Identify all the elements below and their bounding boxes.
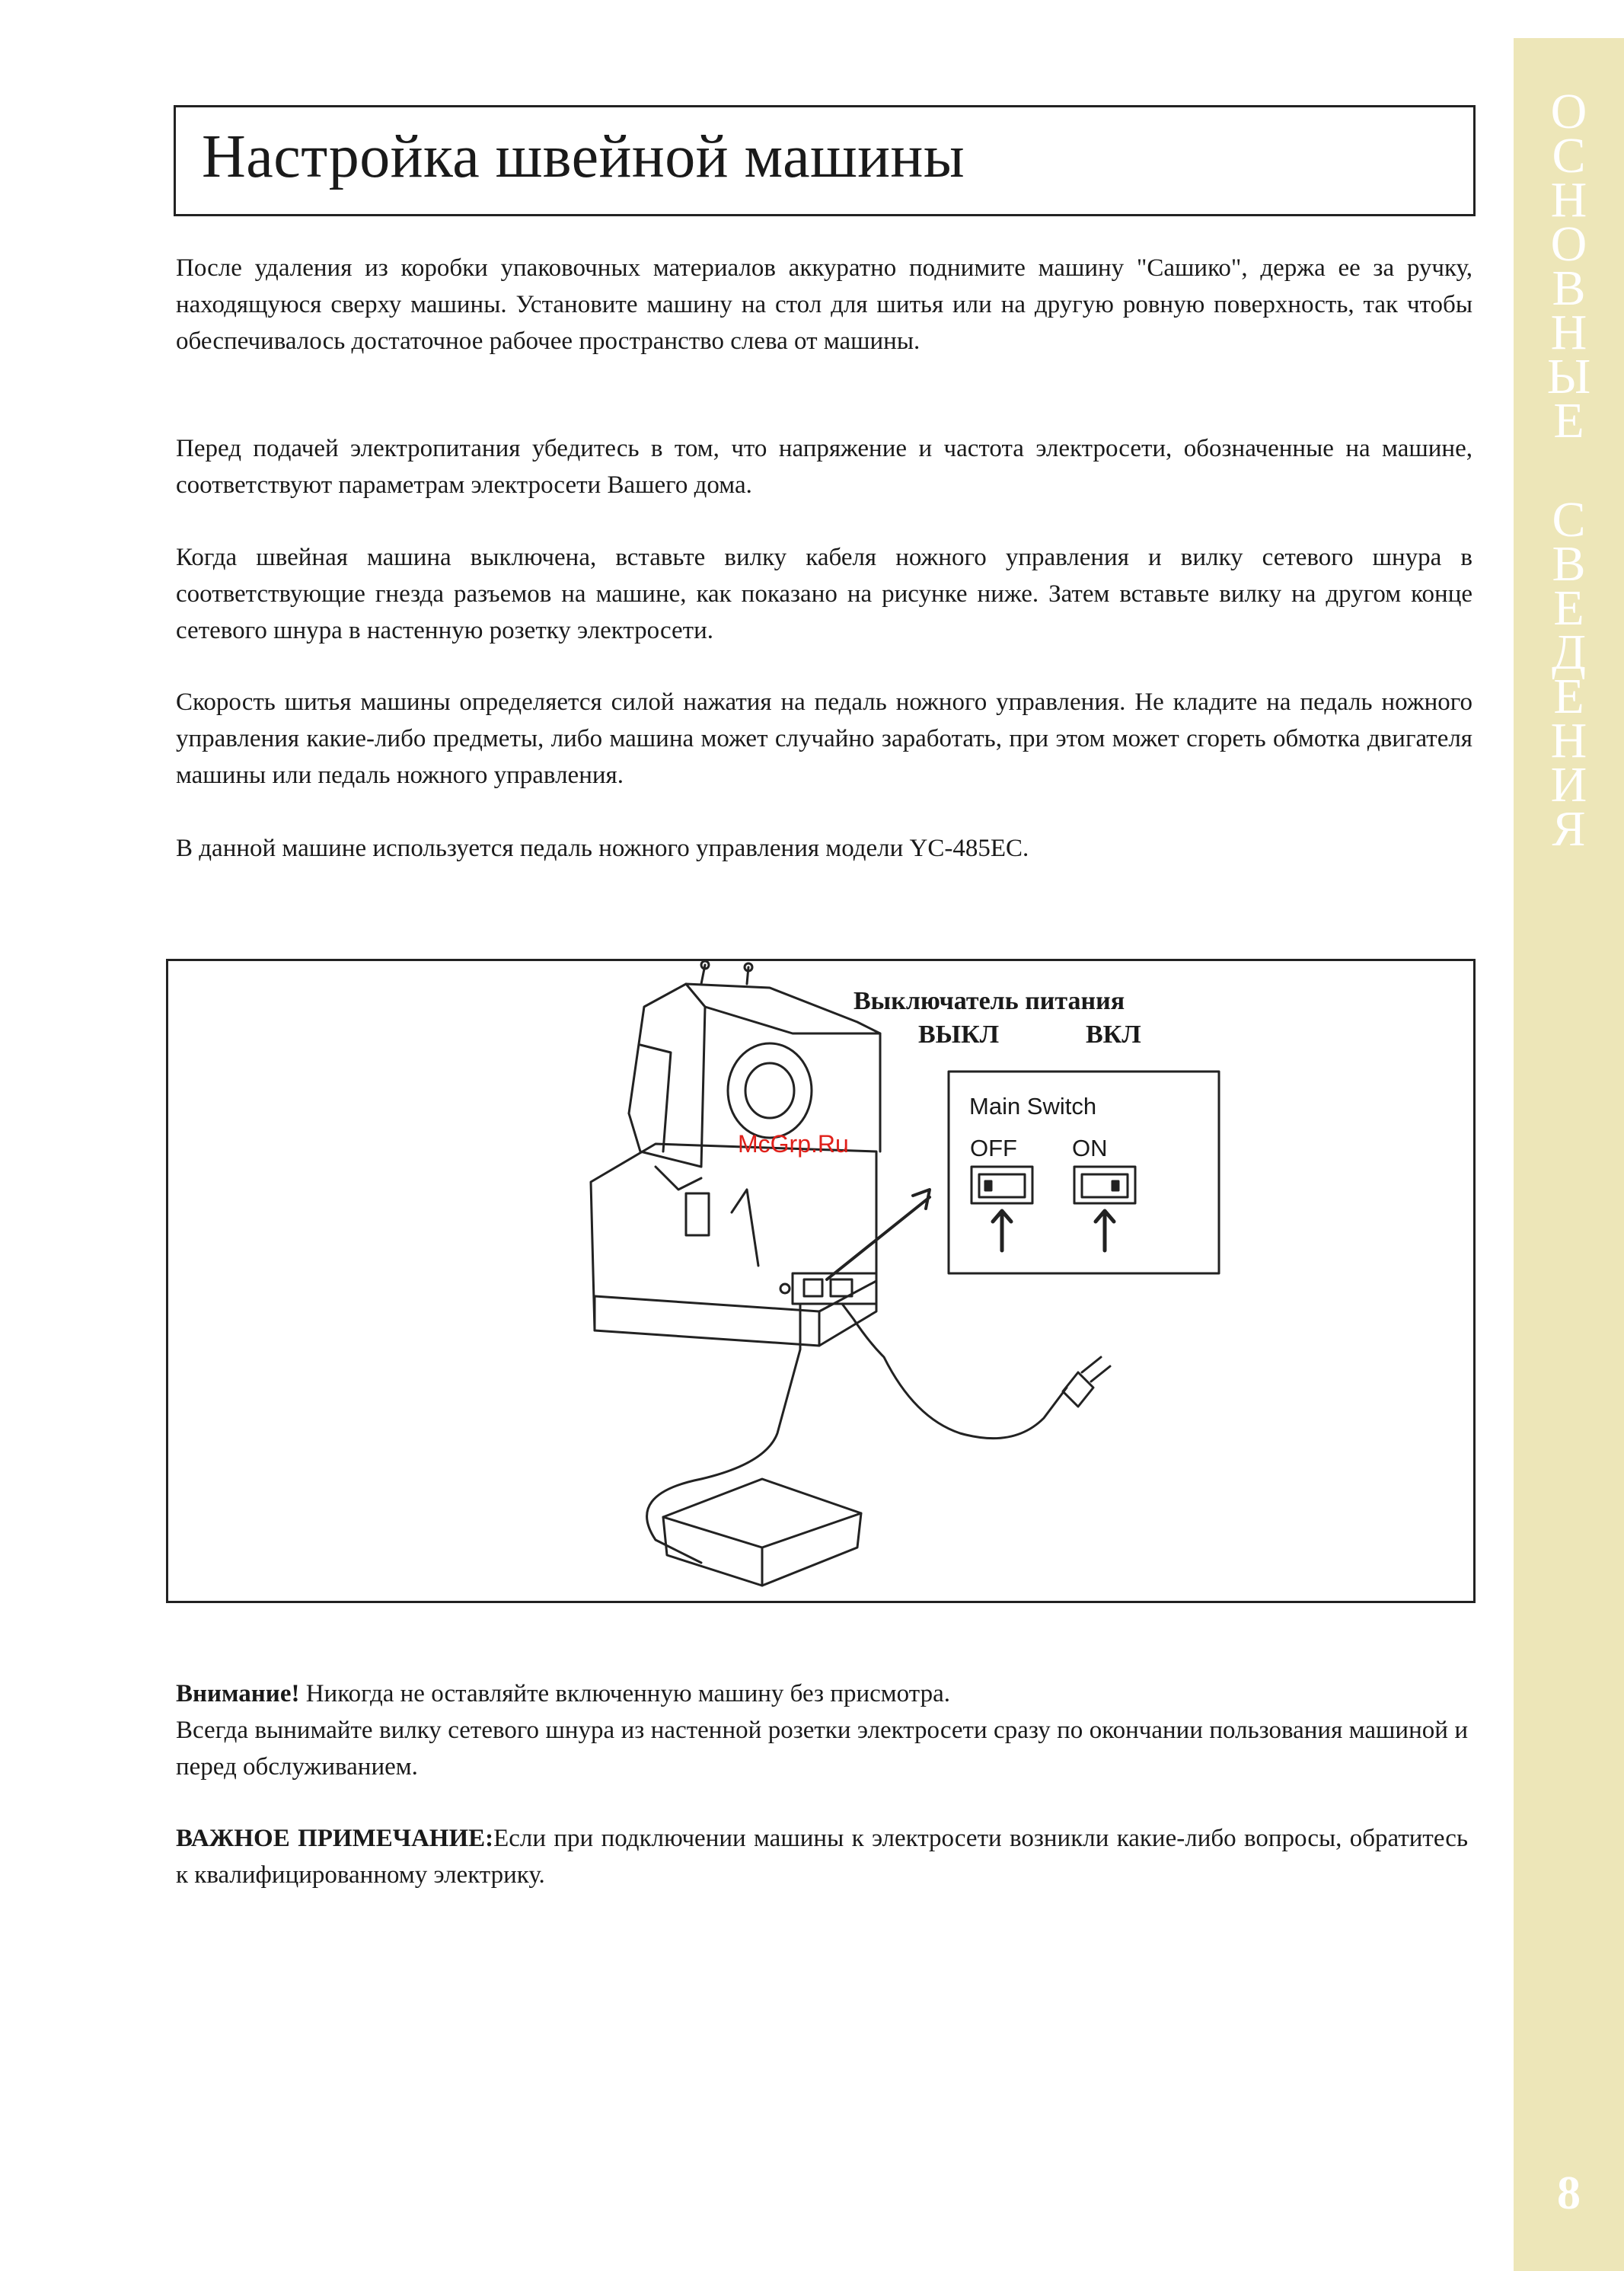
side-letter: О [1550, 216, 1587, 272]
important-note [176, 1820, 1468, 1893]
side-letter: Е [1553, 580, 1584, 636]
warning-text: Никогда не оставляйте включенную машину без присмотра. [299, 1680, 950, 1707]
side-letter: Н [1550, 713, 1587, 768]
side-letter: О [1550, 84, 1587, 139]
side-letter: Ы [1546, 349, 1591, 404]
side-tab-letters [1514, 84, 1624, 857]
title-box [174, 105, 1476, 216]
paragraph-pedal-model: В данной машине используется педаль ножного управления модели YC-485EC. [176, 835, 1029, 862]
side-letter: Е [1553, 393, 1584, 449]
page-number: 8 [1557, 2167, 1581, 2219]
paragraph-connection: Когда швейная машина выключена, вставьте вилку кабеля ножного управления и вилку сетевого шнура в соответствующие гнезда разъемов на машине, как показано на рисунке ниже. Затем вставьте вилку на другом конце сетевого шнура в настенную розетку электросети. [176, 544, 1472, 644]
paragraph-speed: Скорость шитья машины определяется силой нажатия на педаль ножного управления. Не кладите на педаль ножного управления какие-либо предметы, либо машина может случайно заработать, при этом может сгореть обмотка двигателя машины или педаль ножного управления. [176, 688, 1472, 789]
important-text: Если при подключении машины к электросети возникли какие-либо вопросы, обратитесь к квалифицированному электрику. [176, 1825, 1468, 1889]
off-label-ru: ВЫКЛ [918, 1021, 1000, 1049]
page-title: Настройка швейной машины [202, 123, 965, 190]
power-cord [842, 1304, 1067, 1439]
paragraph-unpacking: После удаления из коробки упаковочных материалов аккуратно поднимите машину "Сашико", держа ее за ручку, находящуюся сверху машины. Установите машину на стол для шитья или на другую ровную поверхность, так чтобы обеспечивалось достаточное рабочее пространство слева от машины. [176, 254, 1472, 355]
side-letter: Н [1550, 172, 1587, 228]
connection-figure: Выключатель питания ВЫКЛ ВКЛ Main Switch OFF ON McGrp.Ru [166, 959, 1476, 1603]
section-side-tab [1514, 38, 1624, 2271]
side-letter: В [1552, 260, 1586, 316]
machine-base [591, 1144, 876, 1346]
off-label-en: OFF [970, 1135, 1017, 1161]
side-letter: Н [1550, 305, 1587, 360]
side-letter: С [1552, 492, 1586, 548]
side-letter: Д [1551, 624, 1587, 680]
warning-label: Внимание! [176, 1680, 300, 1707]
side-letter: Е [1553, 669, 1584, 724]
on-label-ru: ВКЛ [1086, 1021, 1141, 1049]
side-letter: И [1550, 757, 1587, 813]
handwheel [728, 1043, 812, 1138]
watermark: McGrp.Ru [738, 1130, 849, 1158]
side-letter: В [1552, 536, 1586, 592]
important-label: ВАЖНОЕ ПРИМЕЧАНИЕ: [176, 1825, 494, 1852]
warning-text-2: Всегда вынимайте вилку сетевого шнура из настенной розетки электросети сразу по окончании пользования машиной и перед обслуживанием. [176, 1717, 1468, 1781]
warning-note [176, 1675, 1468, 1785]
side-letter: Я [1552, 801, 1586, 857]
side-letter: С [1552, 128, 1586, 184]
main-switch-label: Main Switch [969, 1093, 1097, 1120]
plug [1063, 1372, 1093, 1407]
paragraph-voltage: Перед подачей электропитания убедитесь в том, что напряжение и частота электросети, обозначенные на машине, соответствуют параметрам электросети Вашего дома. [176, 435, 1472, 499]
on-label-en: ON [1072, 1135, 1108, 1161]
machine-illustration [168, 961, 1473, 1601]
